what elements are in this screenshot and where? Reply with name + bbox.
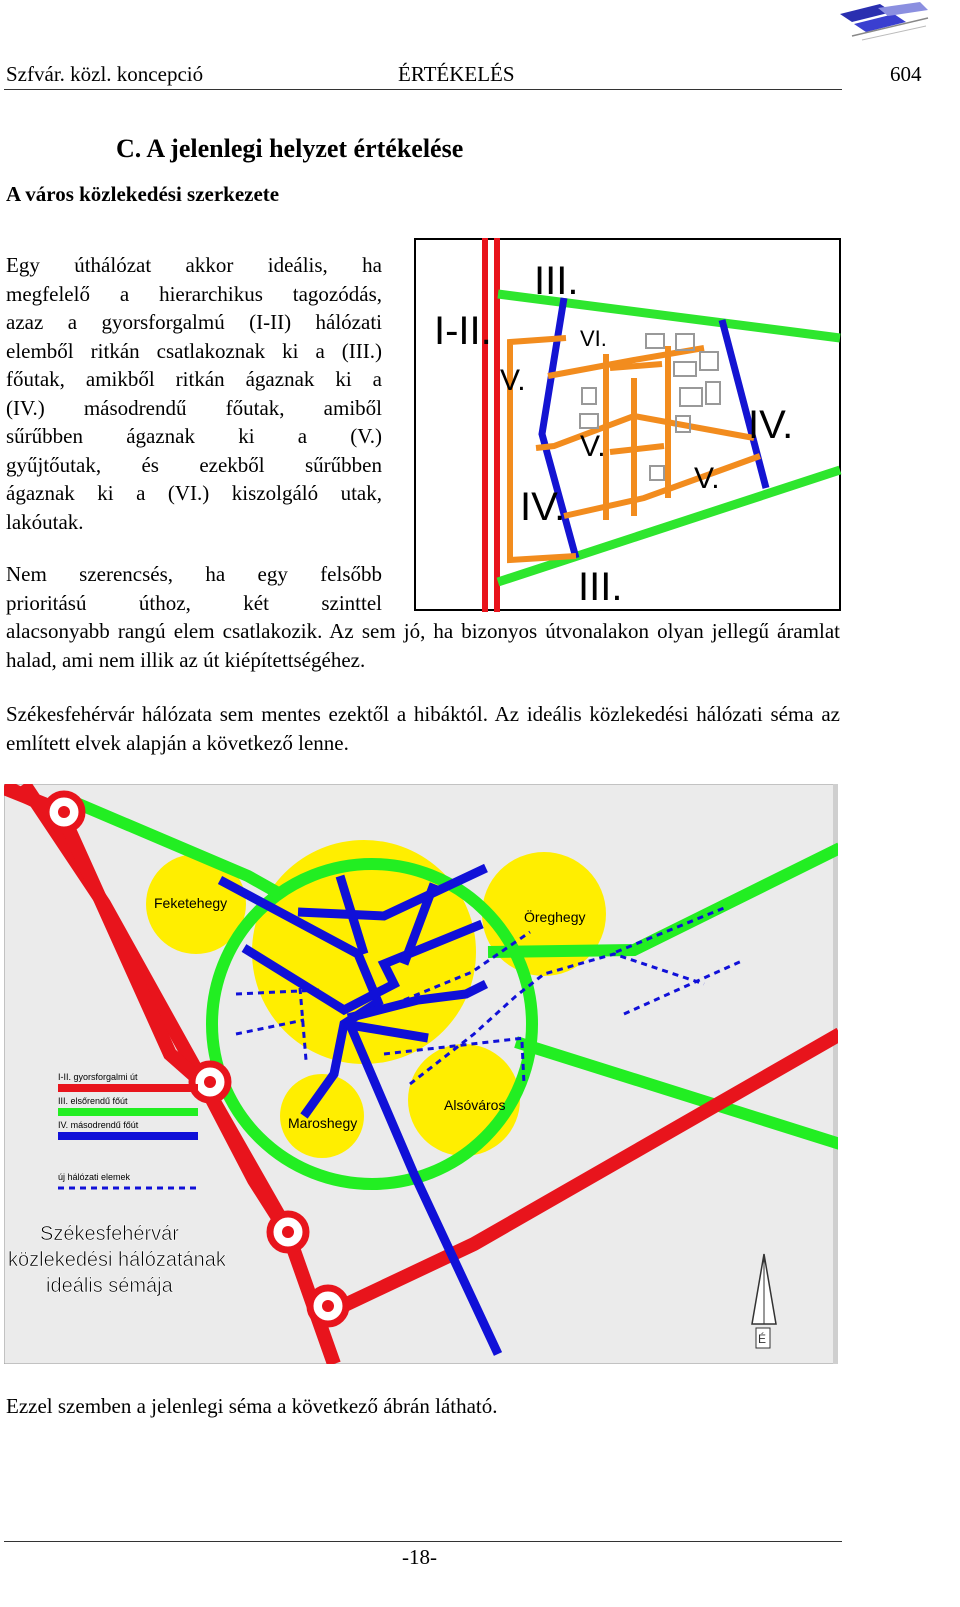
text-line: lakóutak. xyxy=(6,509,84,534)
label-iv-left: IV. xyxy=(520,485,566,529)
ideal-network-map xyxy=(4,784,838,1364)
footer-rule xyxy=(4,1541,842,1542)
label-v-right: V. xyxy=(694,462,720,495)
text-line: elemből ritkán csatlakoznak ki a (III.) xyxy=(6,338,382,363)
map-frame-edge xyxy=(833,784,838,1364)
paragraph-szekesfehervar: Székesfehérvár hálózata sem mentes ezektől a hibáktól. Az ideális közlekedési hálózati séma az említett elvek alapján a következő lenne. xyxy=(6,702,840,755)
text-line: gyűjtőutak, és ezekből sűrűbben xyxy=(6,452,382,477)
text-line: sűrűbben ágaznak ki a (V.) xyxy=(6,424,382,448)
legend-label-masodrendu: IV. másodrendű főút xyxy=(58,1120,139,1130)
legend-label-gyorsforgalmi: I-II. gyorsforgalmi út xyxy=(58,1072,138,1082)
header-rule xyxy=(4,89,842,90)
text-line: prioritású úthoz, két szinttel xyxy=(6,590,382,615)
label-v-mid: V. xyxy=(580,430,606,463)
north-label: É xyxy=(758,1332,767,1346)
map-caption-line1: Székesfehérvár xyxy=(40,1223,179,1245)
label-iv-right: IV. xyxy=(748,403,794,447)
section-subtitle: A város közlekedési szerkezete xyxy=(6,182,280,206)
label-maroshegy: Maroshegy xyxy=(288,1115,358,1131)
text-line: megfelelő a hierarchikus tagozódás, xyxy=(6,281,382,306)
label-iii-top: III. xyxy=(534,259,579,303)
paragraph-priority xyxy=(6,560,382,617)
label-vi: VI. xyxy=(580,326,607,351)
publisher-logo xyxy=(832,0,932,44)
header-center: ÉRTÉKELÉS xyxy=(398,62,515,86)
label-feketehegy: Feketehegy xyxy=(154,895,228,911)
paragraph-priority-continued: alacsonyabb rangú elem csatlakozik. Az sem jó, ha bizonyos útvonalakon olyan jellegű áramlat halad, ami nem illik az út kiépítettségéhez. xyxy=(6,619,840,672)
legend-label-uj: új hálózati elemek xyxy=(58,1172,131,1182)
text-line: Egy úthálózat akkor ideális, ha xyxy=(6,253,382,277)
label-i-ii: I-II. xyxy=(434,309,492,353)
paragraph-current-scheme: Ezzel szemben a jelenlegi séma a következő ábrán látható. xyxy=(6,1394,498,1418)
road-hierarchy-diagram xyxy=(414,238,842,612)
text-line: ágaznak ki a (VI.) kiszolgáló utak, xyxy=(6,481,382,505)
text-line: (IV.) másodrendű főutak, amiből xyxy=(6,395,382,420)
label-v-left: V. xyxy=(500,364,526,397)
section-title: C. A jelenlegi helyzet értékelése xyxy=(116,134,464,163)
label-oreghegy: Öreghegy xyxy=(524,909,586,925)
header-page-number: 604 xyxy=(890,62,922,86)
map-caption-line3: ideális sémája xyxy=(46,1275,173,1297)
map-caption-line2: közlekedési hálózatának xyxy=(8,1249,226,1271)
text-line: azaz a gyorsforgalmú (I-II) hálózati xyxy=(6,310,382,334)
collector-road xyxy=(610,364,662,368)
footer-page-number: -18- xyxy=(402,1545,437,1569)
label-alsovaros: Alsóváros xyxy=(444,1097,506,1113)
text-line: főutak, amikből ritkán ágaznak ki a xyxy=(6,367,382,391)
label-iii-bottom: III. xyxy=(578,565,623,609)
paragraph-hierarchy xyxy=(6,251,382,536)
header-left: Szfvár. közl. koncepció xyxy=(6,62,204,86)
legend-label-elsorendu: III. elsőrendű főút xyxy=(58,1096,128,1106)
text-line: Nem szerencsés, ha egy felsőbb xyxy=(6,562,382,586)
